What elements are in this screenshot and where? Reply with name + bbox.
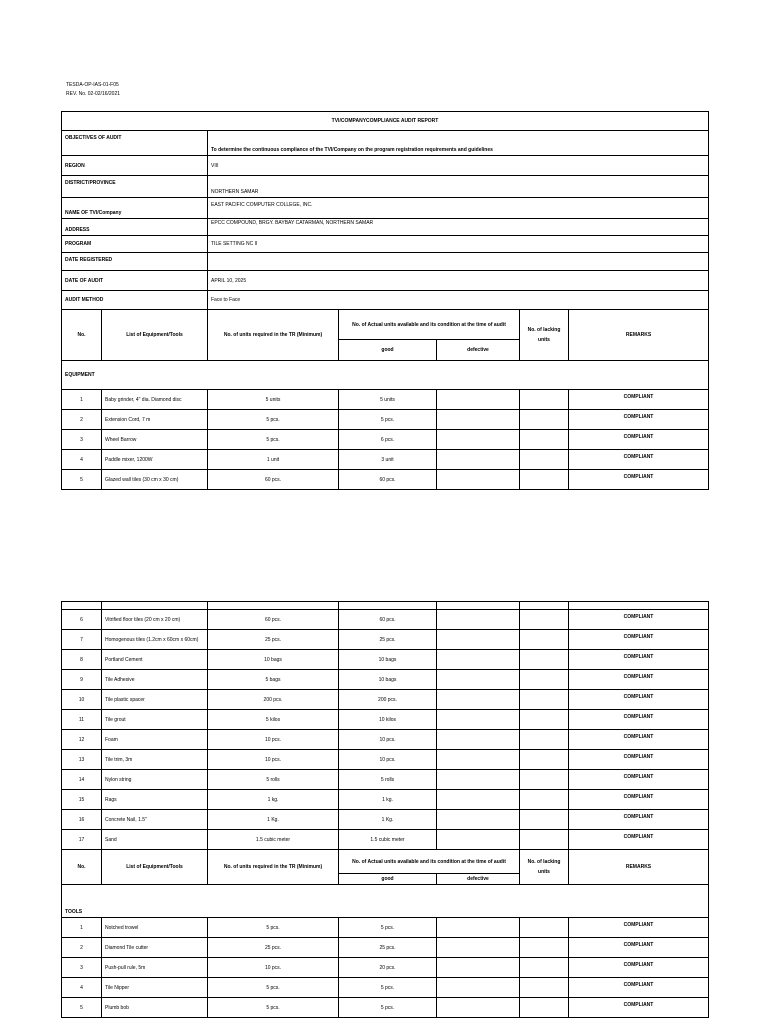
audit-table-page1 [61, 111, 709, 490]
item-name: Glazed wall tiles (30 cm x 30 cm) [102, 470, 208, 490]
item-defective [437, 430, 520, 450]
item-remarks: COMPLIANT [569, 730, 709, 750]
item-lacking [520, 998, 569, 1018]
item-defective [437, 730, 520, 750]
col-header-good: good [339, 340, 437, 361]
field-value: Face to Face [208, 291, 709, 310]
item-name: Plumb bob [102, 998, 208, 1018]
item-lacking [520, 978, 569, 998]
item-required: 5 units [208, 390, 339, 410]
item-name: Concrete Nail, 1.5" [102, 810, 208, 830]
table-row [62, 690, 709, 710]
item-no: 14 [62, 770, 102, 790]
section-tools: TOOLS [62, 885, 709, 918]
item-defective [437, 630, 520, 650]
item-required: 1.5 cubic meter [208, 830, 339, 850]
field-value: To determine the continuous compliance of the TVI/Company on the program registration requirements and guidelines [208, 131, 709, 156]
item-no: 3 [62, 430, 102, 450]
item-defective [437, 790, 520, 810]
item-no: 4 [62, 978, 102, 998]
col-header-list: List of Equipment/Tools [102, 850, 208, 885]
item-no: 15 [62, 790, 102, 810]
item-good: 200 pcs. [339, 690, 437, 710]
item-good: 5 units [339, 390, 437, 410]
item-good: 5 pcs. [339, 998, 437, 1018]
table-row [62, 630, 709, 650]
item-name: Tile Nipper [102, 978, 208, 998]
item-remarks: COMPLIANT [569, 938, 709, 958]
item-required: 200 pcs. [208, 690, 339, 710]
item-required: 1 Kg. [208, 810, 339, 830]
field-label: DATE REGISTERED [62, 253, 208, 271]
item-good: 60 pcs. [339, 470, 437, 490]
item-name: Extension Cord, 7 m [102, 410, 208, 430]
table-row [62, 770, 709, 790]
item-defective [437, 830, 520, 850]
col-header-no: No. [62, 850, 102, 885]
item-name: Nylon string [102, 770, 208, 790]
table-row [62, 830, 709, 850]
item-good: 10 bags [339, 650, 437, 670]
table-row [62, 918, 709, 938]
item-required: 10 pcs. [208, 958, 339, 978]
field-value [208, 253, 709, 271]
table-row [62, 430, 709, 450]
section-equipment: EQUIPMENT [62, 361, 709, 390]
col-header-remarks: REMARKS [569, 850, 709, 885]
col-header-required: No. of units required in the TR (Minimum) [208, 850, 339, 885]
item-lacking [520, 610, 569, 630]
item-defective [437, 938, 520, 958]
table-row [62, 670, 709, 690]
item-good: 20 pcs. [339, 958, 437, 978]
item-required: 5 pcs. [208, 978, 339, 998]
item-good: 6 pcs. [339, 430, 437, 450]
revision-number: REV. No. 02-02/16/2021 [66, 91, 121, 97]
col-header-actual: No. of Actual units available and its condition at the time of audit [339, 850, 520, 874]
item-required: 5 kilos [208, 710, 339, 730]
item-good: 1 kg. [339, 790, 437, 810]
item-required: 1 kg. [208, 790, 339, 810]
item-no: 6 [62, 610, 102, 630]
item-required: 5 pcs. [208, 998, 339, 1018]
item-defective [437, 410, 520, 430]
item-remarks: COMPLIANT [569, 830, 709, 850]
item-no: 11 [62, 710, 102, 730]
item-name: Paddle mixer, 1200W [102, 450, 208, 470]
item-lacking [520, 430, 569, 450]
item-lacking [520, 470, 569, 490]
field-label: DATE OF AUDIT [62, 271, 208, 291]
field-label: DISTRICT/PROVINCE [62, 176, 208, 198]
table-row [62, 650, 709, 670]
field-value: EAST PACIFIC COMPUTER COLLEGE, INC. [208, 198, 709, 219]
item-defective [437, 978, 520, 998]
item-good: 10 pcs. [339, 750, 437, 770]
item-no: 12 [62, 730, 102, 750]
audit-table-page2 [61, 601, 709, 1018]
item-required: 10 bags [208, 650, 339, 670]
item-defective [437, 610, 520, 630]
item-required: 5 pcs. [208, 430, 339, 450]
item-defective [437, 750, 520, 770]
item-remarks: COMPLIANT [569, 650, 709, 670]
item-good: 10 pcs. [339, 730, 437, 750]
table-row [62, 730, 709, 750]
item-required: 10 pcs. [208, 730, 339, 750]
table-row [62, 978, 709, 998]
table-row [62, 470, 709, 490]
table-row [62, 810, 709, 830]
item-good: 3 unit [339, 450, 437, 470]
item-name: Rags [102, 790, 208, 810]
field-label: AUDIT METHOD [62, 291, 208, 310]
item-defective [437, 918, 520, 938]
item-remarks: COMPLIANT [569, 630, 709, 650]
item-good: 10 kilos [339, 710, 437, 730]
item-name: Notched trowel [102, 918, 208, 938]
item-good: 25 pcs. [339, 630, 437, 650]
table-row [62, 390, 709, 410]
item-remarks: COMPLIANT [569, 450, 709, 470]
col-header-defective: defective [437, 340, 520, 361]
item-remarks: COMPLIANT [569, 690, 709, 710]
item-remarks: COMPLIANT [569, 958, 709, 978]
item-good: 1.5 cubic meter [339, 830, 437, 850]
item-good: 5 pcs. [339, 978, 437, 998]
item-lacking [520, 670, 569, 690]
item-required: 25 pcs. [208, 630, 339, 650]
col-header-list: List of Equipment/Tools [102, 310, 208, 361]
item-name: Homogenous tiles (1.2cm x 60cm x 60cm) [102, 630, 208, 650]
field-value: VIII [208, 156, 709, 176]
item-name: Tile grout [102, 710, 208, 730]
item-lacking [520, 390, 569, 410]
item-remarks: COMPLIANT [569, 710, 709, 730]
item-no: 8 [62, 650, 102, 670]
item-defective [437, 690, 520, 710]
item-defective [437, 710, 520, 730]
item-required: 5 pcs. [208, 918, 339, 938]
item-required: 1 unit [208, 450, 339, 470]
table-row [62, 410, 709, 430]
item-name: Sand [102, 830, 208, 850]
item-lacking [520, 710, 569, 730]
item-no: 5 [62, 470, 102, 490]
item-good: 5 pcs. [339, 918, 437, 938]
item-name: Tile trim, 3m [102, 750, 208, 770]
item-remarks: COMPLIANT [569, 750, 709, 770]
field-label: PROGRAM [62, 236, 208, 253]
item-lacking [520, 730, 569, 750]
table-row [62, 998, 709, 1018]
item-no: 7 [62, 630, 102, 650]
item-name: Wheel Barrow [102, 430, 208, 450]
item-remarks: COMPLIANT [569, 470, 709, 490]
item-lacking [520, 918, 569, 938]
field-value: TILE SETTING NC II [208, 236, 709, 253]
item-required: 25 pcs. [208, 938, 339, 958]
item-no: 2 [62, 410, 102, 430]
item-no: 13 [62, 750, 102, 770]
field-label: OBJECTIVES OF AUDIT [62, 131, 208, 156]
item-no: 17 [62, 830, 102, 850]
item-good: 10 bags [339, 670, 437, 690]
table-row [62, 710, 709, 730]
table-row [62, 790, 709, 810]
item-remarks: COMPLIANT [569, 610, 709, 630]
item-no: 16 [62, 810, 102, 830]
item-name: Baby grinder, 4" dia. Diamond disc [102, 390, 208, 410]
table-row [62, 450, 709, 470]
item-lacking [520, 690, 569, 710]
item-remarks: COMPLIANT [569, 918, 709, 938]
item-name: Push-pull rule, 5m [102, 958, 208, 978]
item-required: 5 pcs. [208, 410, 339, 430]
item-defective [437, 470, 520, 490]
item-good: 25 pcs. [339, 938, 437, 958]
table-row [62, 750, 709, 770]
col-header-defective: defective [437, 874, 520, 885]
item-remarks: COMPLIANT [569, 670, 709, 690]
item-required: 5 rolls [208, 770, 339, 790]
item-lacking [520, 770, 569, 790]
item-defective [437, 810, 520, 830]
field-value: APRIL 10, 2025 [208, 271, 709, 291]
col-header-actual: No. of Actual units available and its condition at the time of audit [339, 310, 520, 340]
item-lacking [520, 630, 569, 650]
col-header-lacking: No. of lacking units [520, 310, 569, 361]
item-remarks: COMPLIANT [569, 770, 709, 790]
item-defective [437, 958, 520, 978]
table-row [62, 610, 709, 630]
item-no: 4 [62, 450, 102, 470]
item-no: 1 [62, 390, 102, 410]
item-lacking [520, 450, 569, 470]
item-defective [437, 670, 520, 690]
item-no: 9 [62, 670, 102, 690]
item-good: 60 pcs. [339, 610, 437, 630]
item-lacking [520, 810, 569, 830]
item-name: Foam [102, 730, 208, 750]
item-remarks: COMPLIANT [569, 790, 709, 810]
field-value: EPCC COMPOUND, BRGY. BAYBAY CATARMAN, NORTHERN SAMAR [208, 219, 709, 236]
item-required: 60 pcs. [208, 610, 339, 630]
item-defective [437, 650, 520, 670]
field-label: ADDRESS [62, 219, 208, 236]
item-remarks: COMPLIANT [569, 998, 709, 1018]
field-value: NORTHERN SAMAR [208, 176, 709, 198]
table-row [62, 958, 709, 978]
item-good: 5 rolls [339, 770, 437, 790]
form-code: TESDA-OP-IAS-01-F05 [66, 82, 119, 88]
col-header-good: good [339, 874, 437, 885]
item-no: 1 [62, 918, 102, 938]
item-no: 3 [62, 958, 102, 978]
col-header-required: No. of units required in the TR (Minimum) [208, 310, 339, 361]
item-remarks: COMPLIANT [569, 810, 709, 830]
item-required: 5 bags [208, 670, 339, 690]
field-label: REGION [62, 156, 208, 176]
item-remarks: COMPLIANT [569, 430, 709, 450]
item-defective [437, 998, 520, 1018]
item-defective [437, 450, 520, 470]
col-header-remarks: REMARKS [569, 310, 709, 361]
item-lacking [520, 650, 569, 670]
col-header-no: No. [62, 310, 102, 361]
item-lacking [520, 410, 569, 430]
item-name: Vitrified floor tiles (20 cm x 20 cm) [102, 610, 208, 630]
item-defective [437, 390, 520, 410]
item-good: 5 pcs. [339, 410, 437, 430]
item-lacking [520, 938, 569, 958]
item-lacking [520, 830, 569, 850]
field-label: NAME OF TVI/Company [62, 198, 208, 219]
item-name: Tile Adhesive [102, 670, 208, 690]
item-lacking [520, 750, 569, 770]
item-remarks: COMPLIANT [569, 978, 709, 998]
report-title: TVI/COMPANYCOMPLIANCE AUDIT REPORT [62, 112, 709, 131]
item-defective [437, 770, 520, 790]
item-no: 10 [62, 690, 102, 710]
item-good: 1 Kg. [339, 810, 437, 830]
item-name: Diamond Tile cutter [102, 938, 208, 958]
item-required: 60 pcs. [208, 470, 339, 490]
item-name: Portland Cement [102, 650, 208, 670]
item-remarks: COMPLIANT [569, 390, 709, 410]
item-no: 2 [62, 938, 102, 958]
item-lacking [520, 790, 569, 810]
col-header-lacking: No. of lacking units [520, 850, 569, 885]
item-no: 5 [62, 998, 102, 1018]
item-remarks: COMPLIANT [569, 410, 709, 430]
item-lacking [520, 958, 569, 978]
table-row [62, 938, 709, 958]
item-required: 10 pcs. [208, 750, 339, 770]
item-name: Tile plastic spacer [102, 690, 208, 710]
